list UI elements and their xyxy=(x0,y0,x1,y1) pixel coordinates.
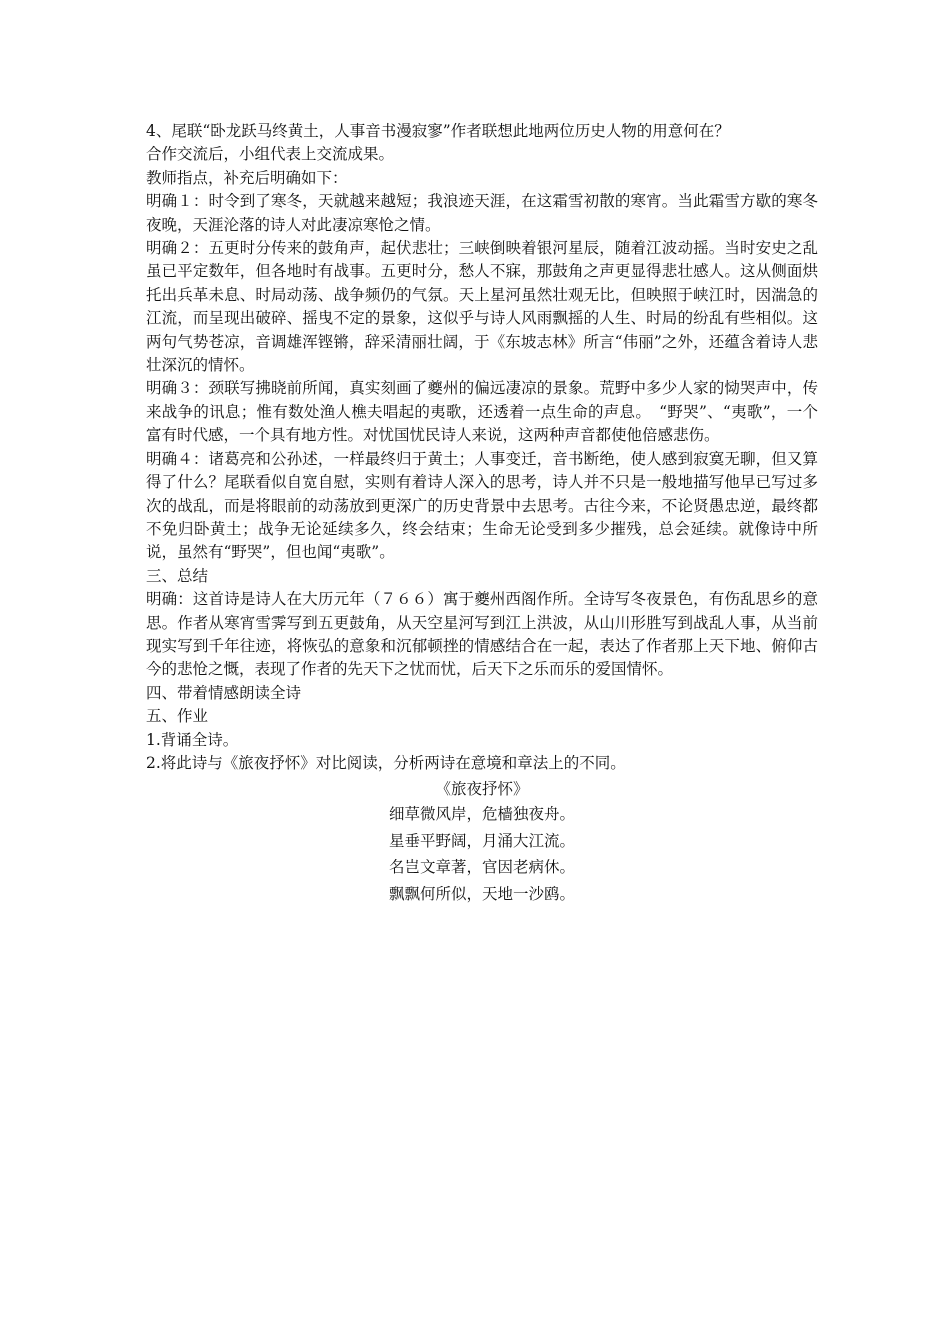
section-heading-reading: 四、带着情感朗读全诗 xyxy=(146,683,302,702)
poem-line: 飘飘何所似，天地一沙鸥。 xyxy=(388,884,575,903)
poem-title: 《旅夜抒怀》 xyxy=(435,780,529,799)
question-4: 4、尾联“卧龙跃马终黄土，人事音书漫寂寥”作者联想此地两位历史人物的用意何在？ xyxy=(146,122,730,140)
section-heading-homework: 五、作业 xyxy=(146,707,209,726)
clarification-4: 明确４：诸葛亮和公孙述，一样最终归于黄土；人事变迁，音书断绝，使人感到寂寞无聊，但又算得了什么？尾联看似自宽自慰，实则有着诗人深入的思考，诗人并不只是一般地描写他早已写过多次的战乱，而是将眼前的动荡放到更深广的历史背景中去思考。古往今来，不论贤愚忠逆，最终都不免归卧黄土；战争无论延续多久，终会结束；生命无论受到多少摧残，总会延续。就像诗中所说，虽然有“野哭”，但也闻“夷歌”。 xyxy=(146,449,818,562)
poem-line: 名岂文章著，官因老病休。 xyxy=(388,858,575,877)
document-page xyxy=(146,120,818,907)
summary-clarification: 明确：这首诗是诗人在大历元年（７６６）寓于夔州西阁作所。全诗写冬夜景色，有伤乱思乡的意思。作者从寒宵雪霁写到五更鼓角，从天空星河写到江上洪波，从山川形胜写到战乱人事，从当前现实写到千年往迹，将恢弘的意象和沉郁顿挫的情感结合在一起，表达了作者那上天下地、俯仰古今的悲怆之慨，表现了作者的先天下之忧而忧，后天下之乐而乐的爱国情怀。 xyxy=(146,590,818,679)
teacher-guidance-note: 教师指点，补充后明确如下： xyxy=(146,168,348,187)
poem-line: 星垂平野阔，月涌大江流。 xyxy=(388,831,575,850)
poem-line: 细草微风岸，危樯独夜舟。 xyxy=(388,805,575,824)
homework-item-2: 2.将此诗与《旅夜抒怀》对比阅读，分析两诗在意境和章法上的不同。 xyxy=(146,753,626,772)
clarification-1: 明确１：时令到了寒冬，天就越来越短；我浪迹天涯，在这霜雪初散的寒宵。当此霜雪方歇的寒冬夜晚，天涯沦落的诗人对此凄凉寒怆之情。 xyxy=(146,192,818,234)
clarification-3: 明确３：颈联写拂晓前所闻，真实刻画了夔州的偏远凄凉的景象。荒野中多少人家的恸哭声中，传来战争的讯息；惟有数处渔人樵夫唱起的夷歌，还透着一点生命的声息。 “野哭”、“夷歌”，一个富有时代感，一个具有地方性。对忧国忧民诗人来说，这两种声音都使他倍感悲伤。 xyxy=(146,379,818,445)
lesson-body xyxy=(146,120,818,775)
section-heading-summary: 三、总结 xyxy=(146,566,209,585)
homework-item-1: 1.背诵全诗。 xyxy=(146,730,239,749)
group-exchange-note: 合作交流后，小组代表上交流成果。 xyxy=(146,145,395,164)
clarification-2: 明确２：五更时分传来的鼓角声，起伏悲壮；三峡倒映着银河星辰，随着江波动摇。当时安史之乱虽已平定数年，但各地时有战事。五更时分，愁人不寐，那鼓角之声更显得悲壮感人。这从侧面烘托出兵革未息、时局动荡、战争频仍的气氛。天上星河虽然壮观无比，但映照于峡江时，因湍急的江流，而呈现出破碎、摇曳不定的景象，这似乎与诗人风雨飘摇的人生、时局的纷乱有些相似。这两句气势苍凉，音调雄浑铿锵，辞采清丽壮阔，于《东坡志林》所言“伟丽”之外，还蕴含着诗人悲壮深沉的情怀。 xyxy=(146,239,818,375)
poem-block xyxy=(146,778,818,907)
